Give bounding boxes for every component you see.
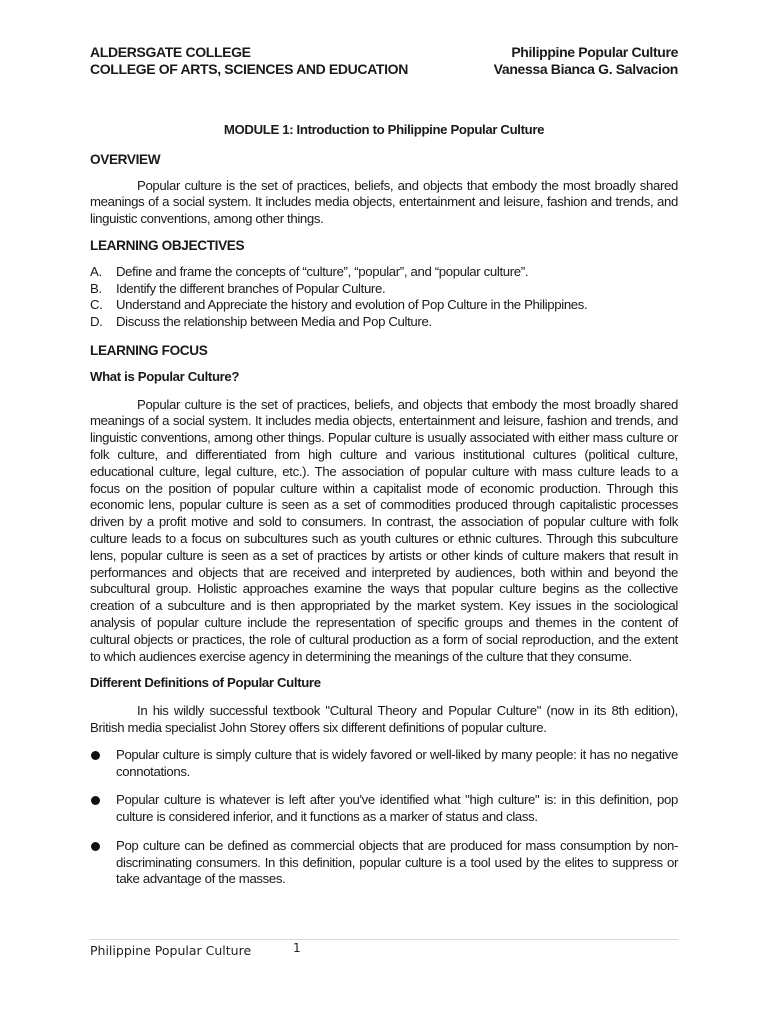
- header-left: [90, 44, 408, 78]
- bullet-icon: [90, 838, 116, 888]
- what-is-popular-culture-heading: What is Popular Culture?: [90, 368, 240, 384]
- course-name: Philippine Popular Culture: [511, 44, 678, 60]
- objective-letter: B.: [90, 280, 102, 296]
- definitions-list: [90, 747, 678, 889]
- definition-text: Popular culture is simply culture that is widely favored or well-liked by many people: it has no negative connotations.: [116, 746, 678, 779]
- definitions-heading: Different Definitions of Popular Culture: [90, 675, 321, 691]
- objective-letter: A.: [90, 263, 102, 279]
- overview-paragraph: Popular culture is the set of practices, beliefs, and objects that embody the most broadly shared meanings of a social system. It includes media objects, entertainment and leisure, fashion and trends, and linguistic conventions, among other things.: [90, 177, 678, 227]
- definition-text: Popular culture is whatever is left after you've identified what "high culture" is: in this definition, pop culture is considered inferior, and it functions as a marker of status and class.: [116, 792, 678, 825]
- overview-heading: OVERVIEW: [90, 151, 161, 167]
- objective-letter: D.: [90, 314, 103, 330]
- bullet-icon: [90, 792, 116, 826]
- footer-title: Philippine Popular Culture: [90, 943, 252, 958]
- definitions-intro: In his wildly successful textbook "Cultural Theory and Popular Culture" (now in its 8th edition), British media specialist John Storey offers six different definitions of popular culture.: [90, 703, 678, 735]
- objective-text: Discuss the relationship between Media and Pop Culture.: [116, 314, 432, 330]
- definition-item: [90, 747, 678, 781]
- page-number: 1: [293, 941, 301, 955]
- institution-name: ALDERSGATE COLLEGE: [90, 44, 251, 60]
- focus-paragraph: Popular culture is the set of practices, beliefs, and objects that embody the most broadly shared meanings of a social system. It includes media objects, entertainment and leisure, fashion and trends, and linguistic conventions, among other things. Popular culture is usually associated with either mass culture or folk culture, and differentiated from high culture and various institutional cultures (political culture, educational culture, legal culture, etc.). The association of popular culture with mass culture leads to a focus on the position of popular culture within a capitalist mode of economic production. Through this economic lens, popular culture is seen as a set of commodities produced through capitalistic processes driven by a profit motive and sold to consumers. In contrast, the association of popular culture with folk culture leads to a focus on subcultures such as youth cultures or ethnic cultures. Through this subculture lens, popular culture is seen as a set of practices by artists or other kinds of culture makers that result in performances and objects that are received and interpreted by audiences, both within and beyond the subcultural group. Holistic approaches examine the ways that popular culture begins as the collective creation of a subculture and is then appropriated by the market system. Key issues in the sociological analysis of popular culture include the representation of specific groups and themes in the content of cultural objects or practices, the role of cultural production as a form of social reproduction, and the extent to which audiences exercise agency in determining the meanings of the culture that they consume.: [90, 396, 678, 664]
- definition-text: Pop culture can be defined as commercial objects that are produced for mass consumption by non-discriminating consumers. In this definition, popular culture is a tool used by the elites to suppress or take advantage of the masses.: [116, 837, 678, 887]
- objective-item: [90, 264, 678, 281]
- objectives-heading: LEARNING OBJECTIVES: [90, 237, 245, 253]
- objective-item: [90, 281, 678, 298]
- author-name: Vanessa Bianca G. Salvacion: [493, 61, 678, 77]
- objectives-list: [90, 264, 678, 331]
- objective-item: [90, 297, 678, 314]
- definition-item: [90, 792, 678, 826]
- bullet-icon: [90, 747, 116, 781]
- focus-heading: LEARNING FOCUS: [90, 342, 208, 358]
- header-right: [494, 44, 678, 78]
- footer-divider: [90, 939, 678, 940]
- definition-item: [90, 838, 678, 888]
- document-body: [90, 122, 678, 900]
- objective-letter: C.: [90, 297, 103, 313]
- objective-text: Identify the different branches of Popular Culture.: [116, 280, 386, 296]
- objective-text: Define and frame the concepts of “culture”, “popular”, and “popular culture”.: [116, 263, 529, 279]
- college-name: COLLEGE OF ARTS, SCIENCES AND EDUCATION: [90, 61, 408, 77]
- module-title: MODULE 1: Introduction to Philippine Popular Culture: [223, 122, 545, 137]
- objective-item: [90, 314, 678, 331]
- objective-text: Understand and Appreciate the history and evolution of Pop Culture in the Philippines.: [116, 297, 588, 313]
